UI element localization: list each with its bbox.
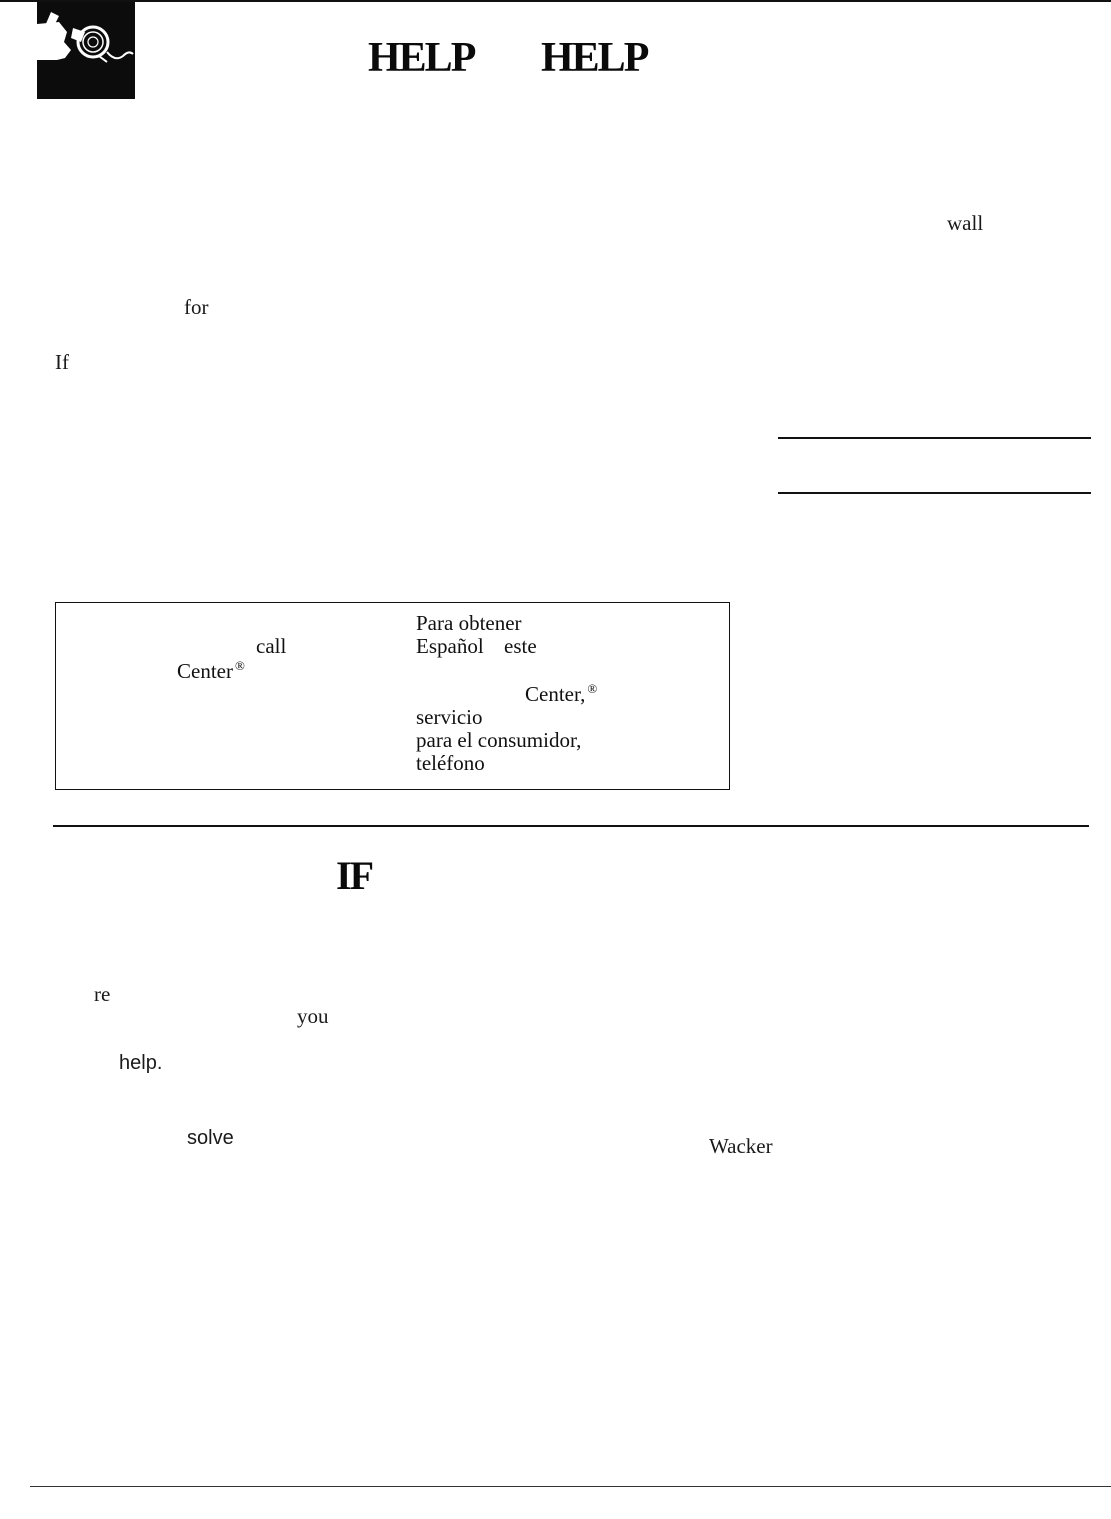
text-fragment-you: you (297, 1004, 329, 1028)
text-fragment-re: re (94, 982, 111, 1006)
box-center-left: Center ® (177, 658, 245, 683)
section-divider (53, 825, 1089, 827)
box-spanish-para-obtener: Para obtener (416, 611, 522, 635)
text-fragment-for: for (184, 295, 209, 319)
box-spanish-este: este (504, 634, 537, 658)
box-call: call (256, 634, 287, 658)
header-title-right: HELP (541, 35, 648, 81)
text-fragment-help: help. (119, 1052, 163, 1074)
box-spanish-espanol: Español (416, 634, 484, 658)
fill-in-line (778, 437, 1091, 439)
contact-info-box (55, 602, 730, 790)
box-spanish-servicio: servicio (416, 705, 483, 729)
footer-rule (30, 1486, 1111, 1487)
box-spanish-center: Center, ® (525, 681, 598, 706)
text-fragment-solve: solve (187, 1127, 234, 1149)
text-fragment-wall: wall (947, 211, 984, 235)
header-title-left: HELP (368, 35, 475, 81)
fill-in-line (778, 492, 1091, 494)
box-spanish-para-consumidor: para el consumidor, (416, 728, 582, 752)
phone-listening-icon (37, 2, 135, 99)
top-rule (0, 0, 1111, 2)
text-fragment-if: If (55, 350, 69, 374)
section-heading-if: IF (336, 853, 372, 898)
text-fragment-wacker: Wacker (709, 1134, 773, 1158)
box-spanish-telefono: teléfono (416, 751, 485, 775)
